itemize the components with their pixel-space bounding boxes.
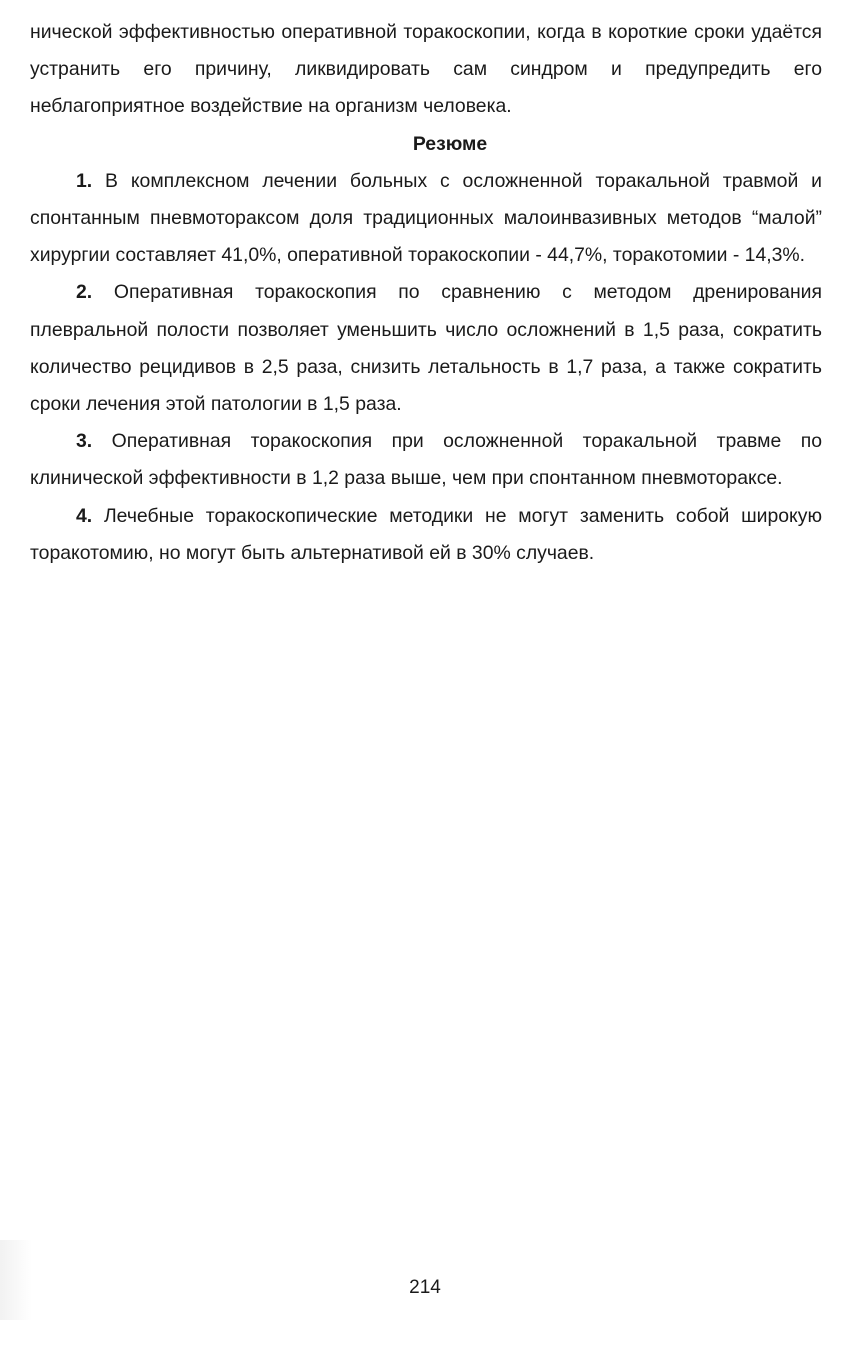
page-number: 214 — [409, 1277, 441, 1298]
summary-item-2 — [30, 274, 822, 423]
intro-paragraph: нической эффективностью оперативной торакоскопии, когда в короткие сроки удаётся устранить его причину, ликвидировать сам синдром и предупредить его неблагоприятное воздействие на организм человека. — [30, 21, 822, 118]
item-number: 4. — [76, 504, 93, 527]
item-text: Лечебные торакоскопические методики не могут заменить собой широкую торакотомию, но могут быть альтернативой ей в 30% случаев. — [30, 504, 822, 564]
item-number: 1. — [76, 169, 93, 192]
item-text: В комплексном лечении больных с осложненной торакальной травмой и спонтанным пневмотораксом доля традиционных малоинвазивных методов “малой” хирургии составляет 41,0%, оперативной торакоскопии - 44,7%, торакотомии - 14,3%. — [30, 169, 822, 267]
item-text: Оперативная торакоскопия по сравнению с методом дренирования плевральной полости позволяет уменьшить число осложнений в 1,5 раза, сократить количество рецидивов в 2,5 раза, снизить летальность в 1,7 раза, а также сократить сроки лечения этой патологии в 1,5 раза. — [30, 281, 822, 416]
summary-item-4 — [30, 498, 822, 572]
section-heading: Резюме — [412, 132, 488, 155]
item-number: 2. — [76, 281, 93, 304]
document-page — [30, 14, 822, 572]
item-number: 3. — [76, 430, 93, 453]
summary-item-1 — [30, 163, 822, 275]
summary-item-3 — [30, 423, 822, 497]
item-text: Оперативная торакоскопия при осложненной торакальной травме по клинической эффективности в 1,2 раза выше, чем при спонтанном пневмотораксе. — [30, 430, 822, 490]
